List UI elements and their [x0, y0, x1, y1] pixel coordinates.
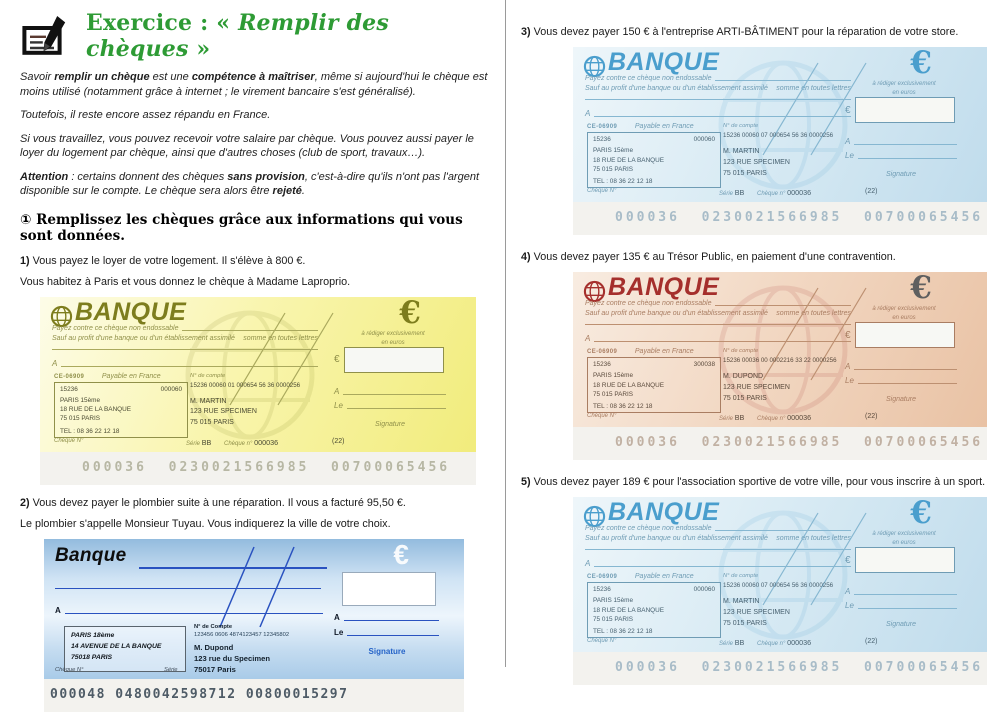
cheque-number-label: Chèque N°	[587, 638, 617, 644]
micr-line: 000036 0230021566985 00700065456	[40, 452, 476, 485]
bank-logo-text: BANQUE	[608, 498, 720, 526]
exercise-item-5: 5) Vous devez payer 189 € pour l'association sportive de votre ville, pour vous inscrire à un sport.	[521, 476, 986, 488]
intro-paragraph: Savoir remplir un chèque est une compétence à maîtriser, même si aujourd'hui le chèque est moins utilisé (notamment grâce à internet ; le virement bancaire s'est généralisé).	[20, 71, 488, 98]
title-row	[22, 10, 498, 62]
cheque	[44, 539, 464, 712]
holder-name: M. DUPOND	[723, 373, 764, 380]
serie-label: Série	[719, 191, 734, 197]
branch-line: 14 AVENUE DE LA BANQUE	[71, 642, 162, 650]
account-number: 15236 00060 07 000654 56 36 0000256	[723, 582, 834, 589]
amount-words-label: somme en toutes lettres	[776, 310, 851, 317]
code-22: (22)	[332, 437, 345, 445]
payable-label: Payable en France	[634, 348, 694, 355]
account-block	[190, 373, 340, 430]
micr-line: 000048 0480042598712 00800015297	[44, 679, 464, 712]
euro-note	[328, 330, 458, 348]
branch-line: 18 RUE DE LA BANQUE	[593, 381, 665, 389]
account-number-label: N° de compte	[723, 348, 759, 354]
cheque-2-slot	[44, 539, 464, 712]
page-title: Exercice : « Remplir des chèques »	[86, 10, 389, 62]
date-le-label: Le	[845, 151, 854, 160]
amount-words-label: somme en toutes lettres	[243, 334, 318, 342]
payee-a-label: A	[52, 358, 58, 368]
bank-code: 15236	[593, 586, 611, 593]
bank-logo-text: Banque	[55, 544, 127, 566]
euro-note-line1: à rédiger exclusivement	[872, 81, 936, 87]
pay-line2: Sauf au profit d'une banque ou d'un établissement assimilé	[585, 535, 768, 542]
payee-a-label: A	[585, 109, 591, 118]
cheque-body	[44, 539, 464, 679]
exercise-item-4: 4) Vous devez payer 135 € au Trésor Public, en paiement d'une contravention.	[521, 251, 896, 263]
cheque-no-label: Chèque n°	[224, 440, 253, 447]
serie-value: BB	[734, 638, 745, 647]
place-a-label: A	[845, 587, 851, 596]
account-number-label: N° de Compte	[194, 623, 233, 630]
signature-label: Signature	[375, 420, 405, 428]
cheque	[573, 47, 987, 235]
branch-phone: TEL : 08 36 22 12 18	[593, 628, 653, 636]
right-column	[521, 26, 995, 701]
branch-phone: TEL : 08 36 22 12 18	[593, 403, 653, 411]
branch-line: 18 RUE DE LA BANQUE	[60, 406, 132, 414]
euro-symbol: €	[910, 45, 932, 81]
cheque-number-label: Chèque N°	[587, 188, 617, 194]
cheque	[573, 272, 987, 460]
holder-address: 123 RUE SPECIMEN	[723, 383, 790, 391]
exercise-item-2-line2: Le plombier s'appelle Monsieur Tuyau. Vous indiquerez la ville de votre choix.	[20, 517, 391, 530]
place-a-label: A	[845, 137, 851, 146]
euro-note-line1: à rédiger exclusivement	[872, 306, 936, 312]
cheque-3-slot	[573, 47, 987, 235]
pay-line1: Payez contre ce chèque non endossable	[52, 324, 179, 332]
cheque-1-slot	[40, 294, 476, 485]
micr-line: 000036 0230021566985 00700065456	[573, 427, 987, 460]
cheque-body	[573, 272, 987, 427]
ce-code: CE-06909	[587, 349, 618, 355]
euro-note-line1: à rédiger exclusivement	[361, 330, 425, 337]
cheque-no-label: Chèque n°	[757, 641, 786, 647]
write-line	[858, 158, 957, 159]
column-divider	[505, 0, 506, 667]
branch-box	[587, 132, 721, 188]
cheque-5-slot	[573, 497, 987, 685]
amount-euro-sign: €	[845, 104, 851, 116]
holder-city: 75 015 PARIS	[723, 169, 767, 177]
signature-label: Signature	[886, 621, 916, 628]
euro-note-line2: en euros	[892, 540, 916, 546]
holder-city: 75 015 PARIS	[190, 419, 234, 427]
account-number: 15236 00036 00 0002216 33 22 0000256	[723, 357, 837, 364]
holder-name: M. MARTIN	[723, 598, 760, 605]
write-line	[854, 144, 957, 145]
account-block	[194, 624, 289, 676]
serie-label: Série	[719, 641, 734, 647]
branch-line: PARIS 15ème	[593, 147, 634, 155]
cheque-number-label: Chèque N°	[54, 437, 84, 444]
counter-code: 000060	[160, 385, 182, 393]
branch-box	[54, 382, 188, 438]
code-22: (22)	[865, 188, 878, 195]
cheque	[40, 294, 476, 485]
bank-code: 15236	[60, 385, 78, 393]
cheque-body	[573, 47, 987, 202]
write-line	[858, 383, 957, 384]
holder-address: 123 RUE SPECIMEN	[723, 608, 790, 616]
branch-box	[64, 626, 186, 672]
cheque-no-value: 000036	[254, 437, 279, 447]
write-line	[343, 394, 446, 395]
branch-line: PARIS 15ème	[593, 372, 634, 380]
intro-paragraph: Toutefois, il reste encore assez répandu en France.	[20, 109, 271, 122]
counter-code: 000060	[693, 136, 715, 143]
pay-line2: Sauf au profit d'une banque ou d'un établissement assimilé	[52, 334, 235, 342]
euro-symbol: €	[399, 294, 421, 331]
exercise-item-2-line1: 2) Vous devez payer le plombier suite à une réparation. Il vous a facturé 95,50 €.	[20, 496, 406, 509]
bank-logo-text: BANQUE	[75, 297, 187, 326]
branch-line: 75 015 PARIS	[60, 415, 101, 423]
instruction-heading: ① Remplissez les chèques grâce aux informations qui vous sont données.	[20, 211, 463, 244]
write-line	[347, 635, 439, 636]
intro-section	[20, 70, 498, 199]
euro-note-line1: à rédiger exclusivement	[872, 531, 936, 537]
signature-label: Signature	[368, 646, 406, 656]
branch-line: 75 015 PARIS	[593, 615, 634, 623]
ce-code: CE-06909	[587, 574, 618, 580]
account-number: 15236 00060 01 000654 56 36 0000256	[190, 381, 301, 389]
cheque-no-label: Chèque n°	[757, 416, 786, 422]
micr-line: 000036 0230021566985 00700065456	[573, 202, 987, 235]
payable-label: Payable en France	[101, 372, 161, 380]
ce-code: CE-06909	[54, 373, 85, 380]
branch-line: PARIS 15ème	[593, 597, 634, 605]
holder-name: M. Dupond	[194, 642, 234, 652]
payee-a-label: A	[55, 605, 61, 615]
branch-line: 18 RUE DE LA BANQUE	[593, 606, 665, 614]
amount-box	[855, 322, 955, 348]
amount-euro-sign: €	[845, 554, 851, 566]
account-number-label: N° de compte	[723, 573, 759, 579]
counter-code: 000060	[693, 586, 715, 593]
branch-line: 75 015 PARIS	[593, 390, 634, 398]
place-a-label: A	[334, 612, 340, 622]
branch-line: 75 015 PARIS	[593, 165, 634, 173]
crossed-cheque-slashes	[212, 547, 312, 627]
cheque-number-label: Chèque N°	[55, 666, 84, 673]
payable-label: Payable en France	[634, 123, 694, 130]
cheque-4-slot	[573, 272, 987, 460]
ce-code: CE-06909	[587, 124, 618, 130]
euro-note-line2: en euros	[892, 90, 916, 96]
date-le-label: Le	[845, 601, 854, 610]
serie-label: Série	[186, 440, 201, 447]
cheque-no-value: 000036	[787, 638, 812, 647]
pay-line2: Sauf au profit d'une banque ou d'un établissement assimilé	[585, 310, 768, 317]
pay-line2: Sauf au profit d'une banque ou d'un établissement assimilé	[585, 85, 768, 92]
branch-line: 18 RUE DE LA BANQUE	[593, 156, 665, 164]
euro-symbol: €	[393, 538, 409, 570]
holder-address: 123 RUE SPECIMEN	[190, 408, 257, 416]
counter-code: 300038	[693, 361, 715, 368]
pay-line1: Payez contre ce chèque non endossable	[585, 300, 712, 307]
holder-name: M. MARTIN	[723, 148, 760, 155]
branch-box	[587, 582, 721, 638]
amount-words-label: somme en toutes lettres	[776, 535, 851, 542]
cheque-body	[40, 294, 476, 452]
cheque-pen-icon	[22, 15, 70, 57]
pay-line1: Payez contre ce chèque non endossable	[585, 75, 712, 82]
date-le-label: Le	[334, 400, 343, 410]
exercise-item-1-line1: 1) Vous payez le loyer de votre logement. Il s'élève à 800 €.	[20, 254, 306, 267]
holder-address: 123 RUE SPECIMEN	[723, 158, 790, 166]
cheque-no-label: Chèque n°	[757, 191, 786, 197]
amount-euro-sign: €	[334, 354, 340, 366]
account-number-label: N° de compte	[190, 372, 226, 379]
payable-label: Payable en France	[634, 573, 694, 580]
code-22: (22)	[865, 638, 878, 645]
euro-symbol: €	[910, 270, 932, 306]
payee-a-label: A	[585, 334, 591, 343]
serie-label: Série	[719, 416, 734, 422]
serie-value: BB	[201, 437, 212, 447]
bank-logo-text: BANQUE	[608, 273, 720, 301]
cheque-no-value: 000036	[787, 413, 812, 422]
amount-words-label: somme en toutes lettres	[776, 85, 851, 92]
write-line	[854, 594, 957, 595]
amount-box	[344, 347, 444, 373]
exercise-item-3: 3) Vous devez payer 150 € à l'entreprise ARTI-BÂTIMENT pour la réparation de votre store.	[521, 26, 959, 38]
holder-city: 75 015 PARIS	[723, 394, 767, 402]
holder-name: M. MARTIN	[190, 397, 227, 405]
amount-box	[855, 97, 955, 123]
branch-box	[587, 357, 721, 413]
branch-phone: TEL : 08 36 22 12 18	[593, 178, 653, 186]
serie-value: BB	[734, 413, 745, 422]
bank-code: 15236	[593, 136, 611, 143]
exercise-item-1-line2: Vous habitez à Paris et vous donnez le chèque à Madame Laproprio.	[20, 275, 351, 288]
account-number: 123456 0606 4874123457 12345802	[194, 631, 290, 638]
branch-phone: TEL : 08 36 22 12 18	[60, 427, 120, 435]
signature-label: Signature	[886, 396, 916, 403]
payee-a-label: A	[585, 559, 591, 568]
signature-label: Signature	[886, 171, 916, 178]
cheque-body	[573, 497, 987, 652]
left-column	[20, 10, 498, 712]
micr-line: 000036 0230021566985 00700065456	[573, 652, 987, 685]
serie-value: BB	[734, 188, 745, 197]
account-number-label: N° de compte	[723, 123, 759, 129]
date-le-label: Le	[334, 627, 344, 637]
amount-euro-sign: €	[845, 329, 851, 341]
bank-code: 15236	[593, 361, 611, 368]
date-le-label: Le	[845, 376, 854, 385]
euro-note-line2: en euros	[892, 315, 916, 321]
write-line	[344, 620, 439, 621]
branch-line: PARIS 15ème	[60, 396, 101, 404]
account-number: 15236 00060 07 000654 56 36 0000256	[723, 132, 834, 139]
pay-line1: Payez contre ce chèque non endossable	[585, 525, 712, 532]
write-line	[854, 369, 957, 370]
intro-paragraph: Attention : certains donnent des chèques sans provision, c'est-à-dire qu'ils n'ont pas l'argent disponible sur le compte. Le chèque sera alors être rejeté.	[20, 170, 480, 198]
bank-logo-text: BANQUE	[608, 48, 720, 76]
serie-label: Série	[164, 666, 178, 673]
euro-symbol: €	[910, 495, 932, 531]
amount-box	[855, 547, 955, 573]
holder-address: 123 rue du Specimen	[194, 654, 270, 663]
intro-paragraph: Si vous travaillez, vous pouvez recevoir votre salaire par chèque. Vous pouvez aussi payer le loyer du logement par chèque, ainsi que d'autres choses (club de sport, travaux…).	[20, 132, 474, 160]
euro-note-line2: en euros	[381, 339, 405, 346]
cheque-no-value: 000036	[787, 188, 812, 197]
place-a-label: A	[334, 386, 340, 396]
amount-box	[342, 572, 436, 606]
write-line	[347, 408, 446, 409]
cheque	[573, 497, 987, 685]
branch-line: PARIS 18ème	[71, 631, 115, 639]
write-line	[858, 608, 957, 609]
holder-city: 75017 Paris	[194, 665, 236, 675]
branch-line: 75018 PARIS	[71, 654, 113, 662]
holder-city: 75 015 PARIS	[723, 619, 767, 627]
code-22: (22)	[865, 413, 878, 420]
cheque-number-label: Chèque N°	[587, 413, 617, 419]
place-a-label: A	[845, 362, 851, 371]
